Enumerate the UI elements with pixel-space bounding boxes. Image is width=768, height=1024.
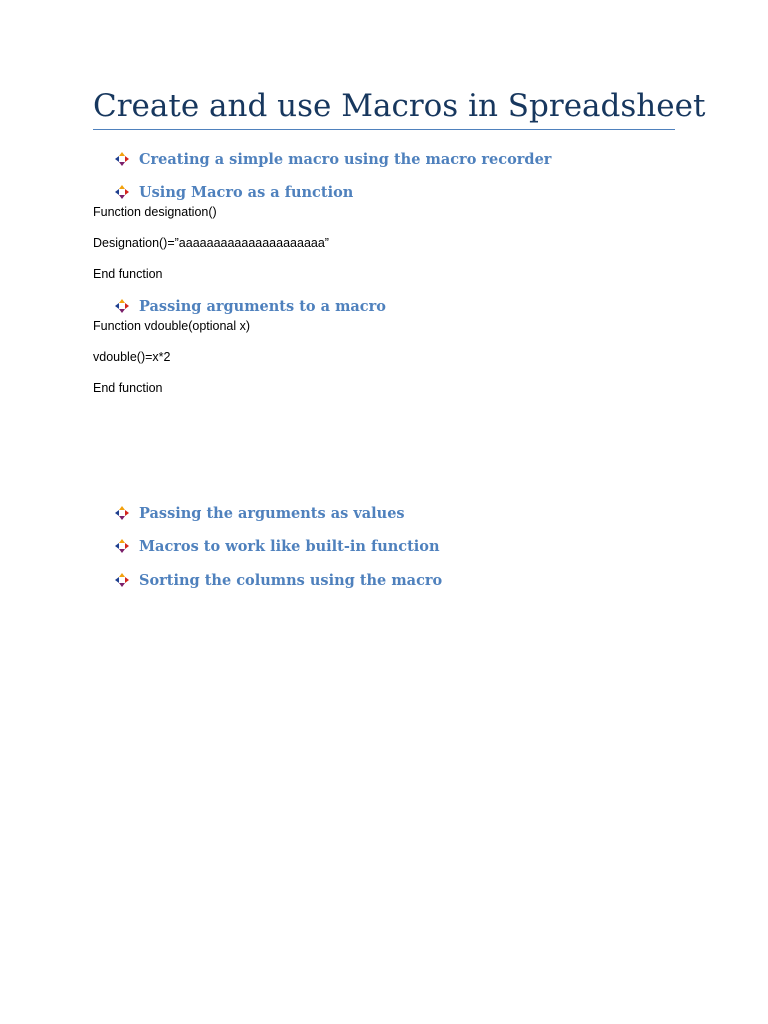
heading-text: Passing the arguments as values (139, 504, 405, 522)
four-arrows-bullet-icon (115, 299, 129, 313)
four-arrows-bullet-icon (115, 506, 129, 520)
heading-text: Using Macro as a function (139, 183, 354, 201)
four-arrows-bullet-icon (115, 539, 129, 553)
title-underline (93, 129, 675, 130)
code-line: vdouble()=x*2 (93, 350, 171, 364)
code-line: Designation()=”aaaaaaaaaaaaaaaaaaaaa” (93, 236, 329, 250)
heading-text: Creating a simple macro using the macro recorder (139, 150, 552, 168)
bullet-heading (115, 181, 353, 203)
document-title: Create and use Macros in Spreadsheet (93, 88, 706, 124)
bullet-heading (115, 535, 440, 557)
bullet-heading (115, 295, 386, 317)
code-line: Function designation() (93, 205, 217, 219)
bullet-heading (115, 148, 551, 170)
heading-text: Passing arguments to a macro (139, 297, 386, 315)
four-arrows-bullet-icon (115, 185, 129, 199)
bullet-heading (115, 569, 442, 591)
code-line: Function vdouble(optional x) (93, 319, 251, 333)
heading-text: Sorting the columns using the macro (139, 571, 443, 589)
four-arrows-bullet-icon (115, 573, 129, 587)
bullet-heading (115, 502, 405, 524)
code-line: End function (93, 381, 163, 395)
heading-text: Macros to work like built-in function (139, 537, 440, 555)
four-arrows-bullet-icon (115, 152, 129, 166)
code-line: End function (93, 267, 163, 281)
